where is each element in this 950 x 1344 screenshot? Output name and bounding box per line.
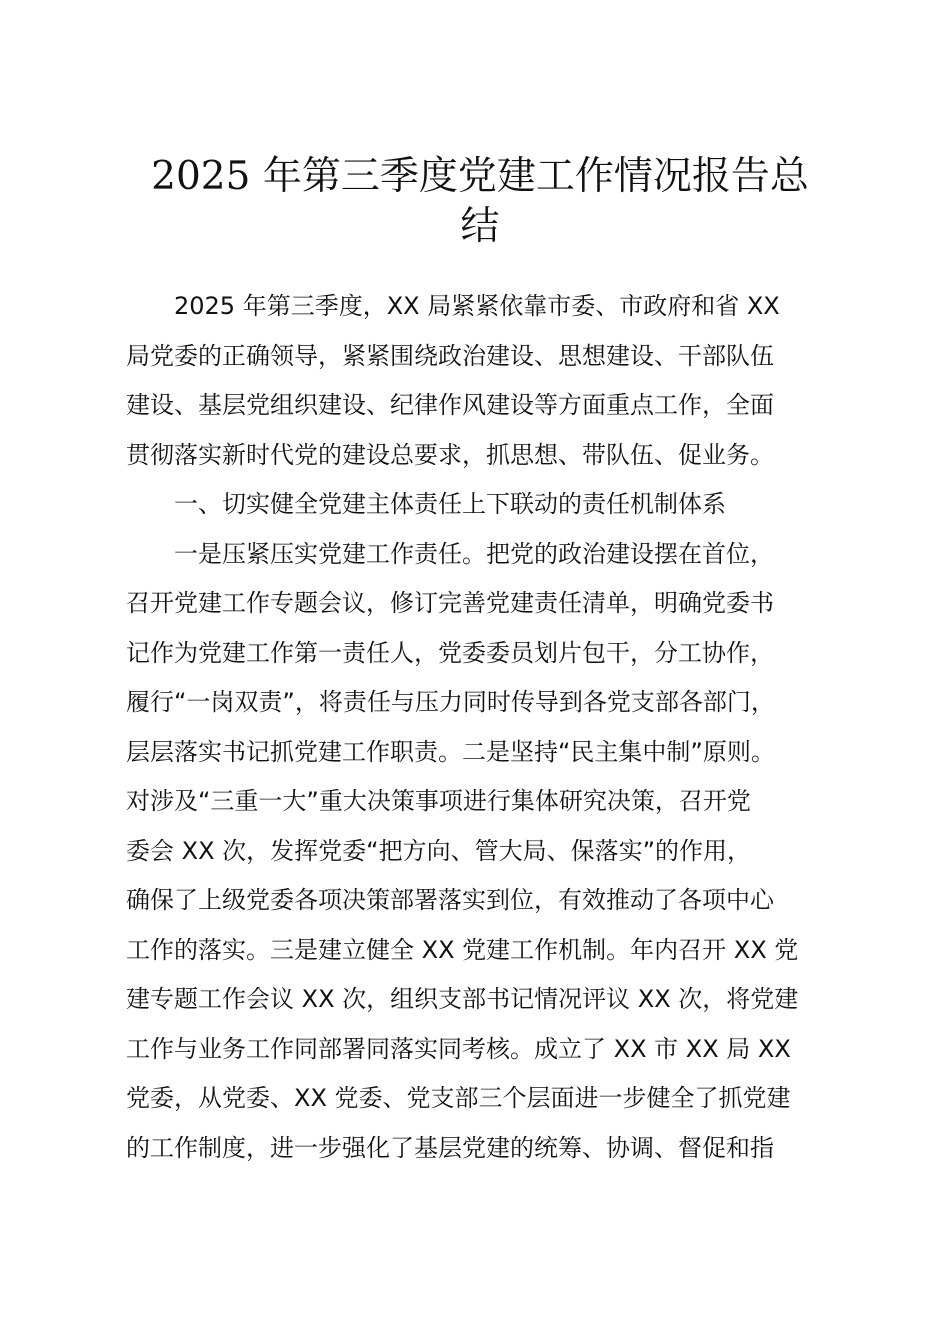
body-line: 贯彻落实新时代党的建设总要求，抓思想、带队伍、促业务。 (126, 440, 774, 469)
body-line: 建设、基层党组织建设、纪律作风建设等方面重点工作，全面 (126, 391, 774, 419)
title-line-2: 结 (460, 204, 500, 249)
title-line-1: 2025 年第三季度党建工作情况报告总 (151, 154, 809, 199)
body-line: 的工作制度，进一步强化了基层党建的统筹、协调、督促和指 (126, 1133, 774, 1162)
body-line: 工作与业务工作同部署同落实同考核。成立了 XX 市 XX 局 XX (126, 1034, 791, 1063)
body-line: 工作的落实。三是建立健全 XX 党建工作机制。年内召开 XX 党 (126, 935, 799, 964)
body-line: 局党委的正确领导，紧紧围绕政治建设、思想建设、干部队伍 (126, 341, 774, 370)
body-line: 建专题工作会议 XX 次，组织支部书记情况评议 XX 次，将党建 (126, 985, 799, 1013)
body-line: 对涉及“三重一大”重大决策事项进行集体研究决策，召开党 (126, 787, 751, 815)
body-line: 召开党建工作专题会议，修订完善党建责任清单，明确党委书 (126, 589, 774, 617)
body-line: 2025 年第三季度，XX 局紧紧依靠市委、市政府和省 XX (126, 292, 780, 320)
body-line: 层层落实书记抓党建工作职责。二是坚持“民主集中制”原则。 (126, 737, 775, 766)
document-body (126, 282, 858, 1173)
body-line: 履行“一岗双责”，将责任与压力同时传导到各党支部各部门， (126, 688, 775, 716)
body-line: 委会 XX 次，发挥党委“把方向、管大局、保落实”的作用， (126, 836, 752, 865)
section-heading: 一、切实健全党建主体责任上下联动的责任机制体系 (126, 490, 726, 518)
body-line: 确保了上级党委各项决策部署落实到位，有效推动了各项中心 (126, 886, 774, 914)
body-line: 党委，从党委、XX 党委、党支部三个层面进一步健全了抓党建 (126, 1084, 791, 1112)
body-line: 记作为党建工作第一责任人，党委委员划片包干，分工协作， (126, 638, 774, 667)
document-title (120, 152, 840, 252)
body-line: 一是压紧压实党建工作责任。把党的政治建设摆在首位， (126, 539, 774, 568)
